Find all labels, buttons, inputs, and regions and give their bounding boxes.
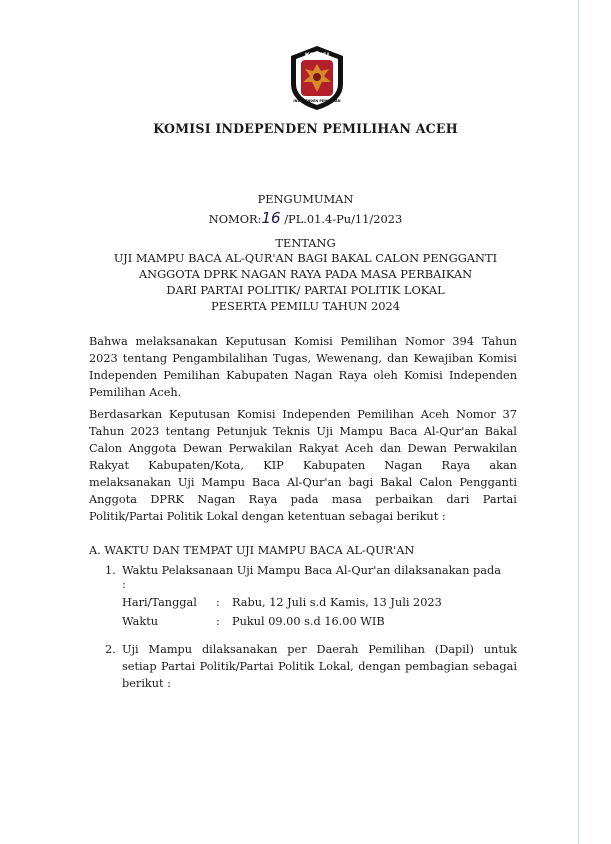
organization-name: KOMISI INDEPENDEN PEMILIHAN ACEH — [153, 121, 458, 136]
text-line: Politik/Partai Politik Lokal dengan ketentuan sebagai berikut : — [89, 510, 446, 523]
text-line: Berdasarkan Keputusan Komisi Independen Pemilihan Aceh Nomor 37 — [89, 408, 517, 421]
text-line: Anggota DPRK Nagan Raya pada masa perbaikan dari Partai — [89, 493, 517, 506]
schedule-value: Pukul 09.00 s.d 16.00 WIB — [232, 615, 385, 628]
subject-line: DARI PARTAI POLITIK/ PARTAI POLITIK LOKAL — [166, 283, 445, 297]
text-line: Tahun 2023 tentang Petunjuk Teknis Uji Mampu Baca Al-Qur'an Bakal — [89, 425, 517, 438]
subject-line: PESERTA PEMILU TAHUN 2024 — [211, 299, 400, 313]
announcement-title: PENGUMUMAN — [257, 192, 354, 206]
item-number: 2. — [105, 643, 116, 656]
svg-text:KOMISI: KOMISI — [304, 52, 330, 59]
schedule-label: Hari/Tanggal — [122, 596, 197, 609]
item-1-text: Waktu Pelaksanaan Uji Mampu Baca Al-Qur'an dilaksanakan pada — [122, 564, 501, 577]
text-line: berikut : — [122, 677, 171, 690]
section-a-heading: A. WAKTU DAN TEMPAT UJI MAMPU BACA AL-QUR'AN — [89, 544, 415, 557]
handwritten-number: 16 — [261, 209, 281, 227]
item-2-text — [122, 641, 517, 692]
item-1-colon: : — [122, 578, 126, 591]
text-line: 2023 tentang Pengambilalihan Tugas, Wewenang, dan Kewajiban Komisi — [89, 352, 517, 365]
text-line: Uji Mampu dilaksanakan per Daerah Pemilihan (Dapil) untuk — [122, 643, 517, 656]
text-line: Independen Pemilihan Kabupaten Nagan Raya oleh Komisi Independen — [89, 369, 517, 382]
text-line: Bahwa melaksanakan Keputusan Komisi Pemilihan Nomor 394 Tahun — [89, 335, 517, 348]
text-line: Pemilihan Aceh. — [89, 386, 182, 399]
text-line: Calon Anggota Dewan Perwakilan Rakyat Aceh dan Dewan Perwakilan — [89, 442, 517, 455]
document-number — [0, 210, 611, 227]
item-number: 1. — [105, 564, 116, 577]
schedule-sep: : — [216, 615, 220, 628]
paragraph-1 — [89, 333, 517, 401]
tentang-label: TENTANG — [275, 236, 336, 250]
subject-line: ANGGOTA DPRK NAGAN RAYA PADA MASA PERBAIKAN — [138, 267, 473, 281]
paragraph-2 — [89, 406, 517, 525]
text-line: setiap Partai Politik/Partai Politik Lokal, dengan pembagian sebagai — [122, 660, 517, 673]
nomor-suffix: /PL.01.4-Pu/11/2023 — [284, 212, 403, 226]
text-line: melaksanakan Uji Mampu Baca Al-Qur'an bagi Bakal Calon Pengganti — [89, 476, 517, 489]
subject-line: UJI MAMPU BACA AL-QUR'AN BAGI BAKAL CALON PENGGANTI — [113, 251, 498, 265]
schedule-label: Waktu — [122, 615, 159, 628]
schedule-sep: : — [216, 596, 220, 609]
svg-text:INDEPENDEN PEMILIHAN: INDEPENDEN PEMILIHAN — [293, 99, 341, 103]
text-line: Rakyat Kabupaten/Kota, KIP Kabupaten Nagan Raya akan — [89, 459, 517, 472]
kip-logo — [287, 44, 347, 112]
nomor-prefix: NOMOR: — [208, 212, 262, 226]
schedule-value: Rabu, 12 Juli s.d Kamis, 13 Juli 2023 — [232, 596, 442, 609]
